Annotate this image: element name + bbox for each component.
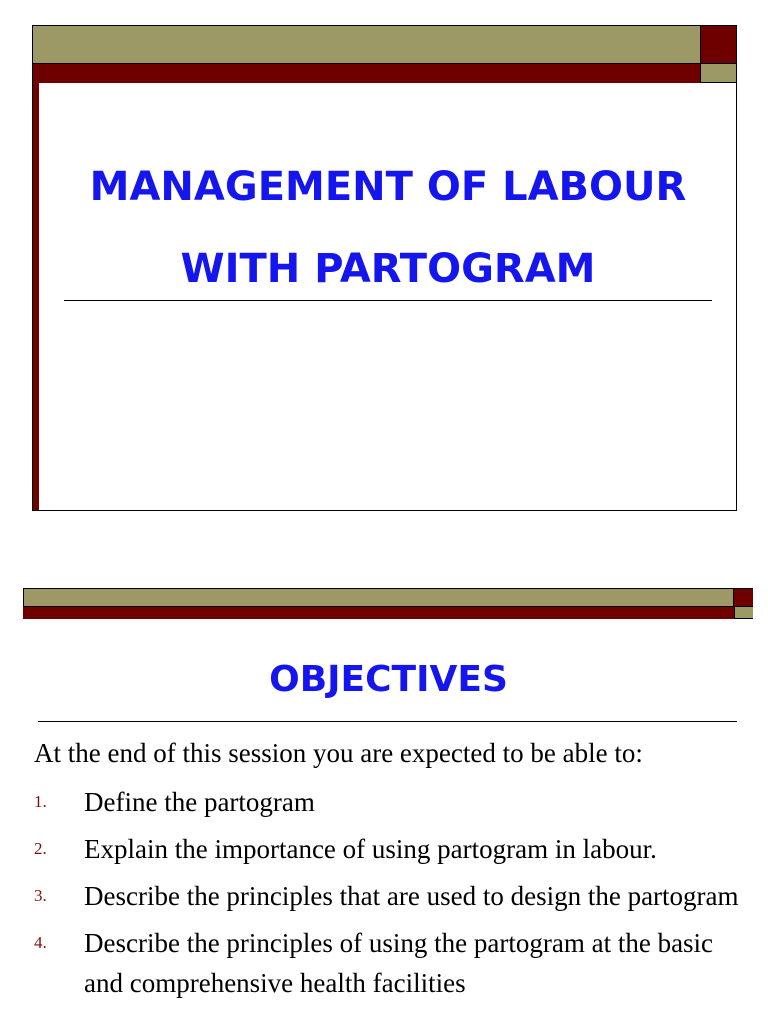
list-item-text: Explain the importance of using partogram in labour.: [84, 834, 657, 864]
title-divider: [64, 300, 712, 301]
list-item: [34, 923, 749, 1003]
header-olive-band: [33, 26, 700, 64]
list-item: [34, 829, 749, 869]
list-item: [34, 876, 749, 916]
header-maroon-band: [33, 64, 700, 83]
header-maroon-square: [700, 26, 737, 64]
header-maroon-band: [23, 607, 734, 619]
list-item-text: Define the partogram: [84, 787, 315, 817]
list-item-number: 2.: [34, 839, 47, 858]
header-olive-square: [734, 607, 753, 619]
list-item-text: Describe the principles of using the partogram at the basic and comprehensive health facilities: [84, 928, 714, 998]
header-olive-band: [23, 588, 734, 607]
slide-title: [39, 146, 737, 310]
header-olive-square: [700, 64, 737, 83]
header-maroon-square: [734, 588, 753, 607]
title-slide: [32, 25, 737, 511]
list-item: [34, 782, 749, 822]
objectives-slide: [23, 588, 753, 1024]
objectives-intro: At the end of this session you are expected to be able to:: [34, 738, 643, 768]
slide-title-line-2: WITH PARTOGRAM: [180, 246, 596, 292]
list-item-number: 3.: [34, 886, 47, 905]
list-item-number: 4.: [34, 933, 47, 952]
objectives-list: [34, 782, 749, 1010]
list-item-number: 1.: [34, 792, 47, 811]
objectives-divider: [38, 721, 737, 722]
list-item-text: Describe the principles that are used to design the partogram: [84, 881, 739, 911]
objectives-title: OBJECTIVES: [269, 659, 508, 700]
slide-title-line-1: MANAGEMENT OF LABOUR: [89, 164, 687, 210]
